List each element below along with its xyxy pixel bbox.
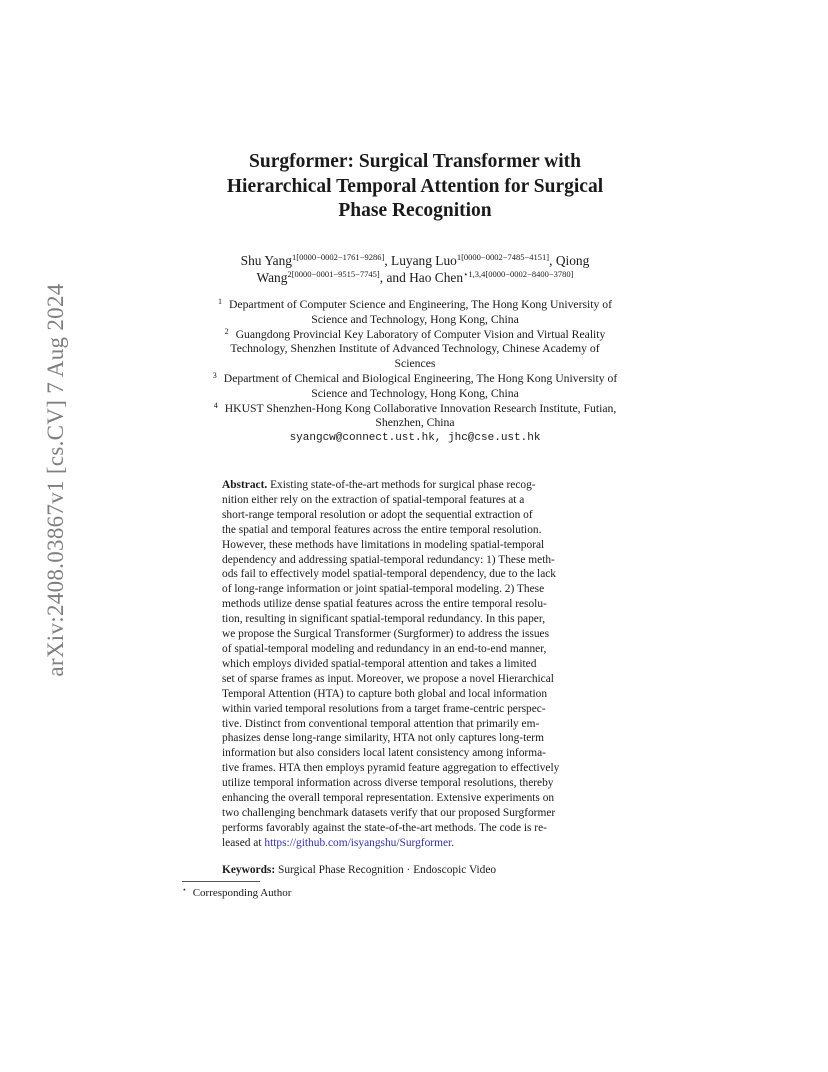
affiliation-number: 3	[212, 370, 217, 380]
abstract-line: phasizes dense long-range similarity, HTA not only captures long-term	[222, 732, 544, 745]
abstract-line: we propose the Surgical Transformer (Surgformer) to address the issues	[222, 628, 550, 641]
keywords	[222, 863, 496, 878]
author-orcid: 2[0000−0001−9515−7745]	[287, 269, 380, 279]
abstract-line: within varied temporal resolutions from a target frame-centric perspec-	[222, 702, 546, 715]
title-line: Hierarchical Temporal Attention for Surgical	[226, 175, 604, 197]
affiliation-line	[170, 372, 660, 387]
keywords-text: Surgical Phase Recognition · Endoscopic Video	[275, 864, 497, 876]
abstract-text: Existing state-of-the-art methods for surgical phase recog-	[267, 479, 536, 491]
abstract-line: which employs divided spatial-temporal attention and takes a limited	[222, 657, 537, 670]
author-separator: ,	[384, 253, 392, 268]
affiliation-number: 4	[213, 400, 218, 410]
abstract-line: nition either rely on the extraction of spatial-temporal features at a	[222, 493, 525, 506]
abstract-text: .	[451, 836, 455, 849]
affiliation-4	[170, 402, 660, 432]
abstract-line: performs favorably against the state-of-the-art methods. The code is re-	[222, 821, 547, 834]
affiliation-1	[170, 298, 660, 328]
abstract-line: two challenging benchmark datasets verify that our proposed Surgformer	[222, 806, 556, 819]
abstract-line: information but also considers local latent consistency among informa-	[222, 747, 546, 760]
abstract-line	[222, 836, 614, 851]
affiliation-text: Department of Chemical and Biological Engineering, The Hong Kong University of	[223, 371, 618, 385]
footnote	[182, 885, 291, 899]
affiliation-line: Sciences	[394, 357, 436, 371]
author-separator: , and	[379, 270, 410, 285]
abstract-label: Abstract.	[222, 479, 268, 491]
abstract-line: of spatial-temporal modeling and redundancy in an end-to-end manner,	[222, 642, 547, 655]
abstract-line: However, these methods have limitations in modeling spatial-temporal	[222, 538, 545, 551]
abstract-line: Temporal Attention (HTA) to capture both global and local information	[222, 687, 548, 700]
abstract-line: the spatial and temporal features across the entire temporal resolution.	[222, 523, 542, 536]
footnote-text: Corresponding Author	[192, 887, 292, 899]
abstract-line: short-range temporal resolution or adopt the sequential extraction of	[222, 508, 533, 521]
affiliation-text: Department of Computer Science and Engineering, The Hong Kong University of	[228, 298, 613, 311]
author-name: Luyang Luo	[391, 253, 457, 268]
affiliation-line: Science and Technology, Hong Kong, China	[311, 312, 519, 326]
abstract-line: tive frames. HTA then employs pyramid feature aggregation to effectively	[222, 762, 560, 775]
keywords-label: Keywords:	[222, 864, 276, 876]
author-orcid: 1[0000−0002−7485−4151]	[456, 252, 550, 262]
footnote-rule	[182, 881, 260, 882]
abstract-line: set of sparse frames as input. Moreover, we propose a novel Hierarchical	[222, 672, 554, 685]
author-name: Wang	[256, 270, 288, 285]
affiliation-line: Technology, Shenzhen Institute of Advanced Technology, Chinese Academy of	[230, 342, 600, 356]
author-emails[interactable]: syangcw@connect.ust.hk, jhc@cse.ust.hk	[289, 432, 541, 445]
author-line	[170, 269, 660, 286]
abstract-line: utilize temporal information across diverse temporal resolutions, thereby	[222, 777, 554, 790]
abstract-line: of long-range information or joint spatial-temporal modeling. 2) These	[222, 583, 545, 596]
abstract-line: methods utilize dense spatial features across the entire temporal resolu-	[222, 598, 547, 611]
abstract-line: enhancing the overall temporal representation. Extensive experiments on	[222, 792, 555, 805]
abstract-line: ods fail to effectively model spatial-temporal dependency, due to the lack	[222, 568, 557, 581]
abstract	[222, 478, 614, 851]
affiliation-list	[170, 298, 660, 446]
abstract-text: leased at	[222, 836, 265, 849]
author-orcid: 1[0000−0002−1761−9286]	[292, 252, 385, 262]
affiliation-3	[170, 372, 660, 402]
affiliation-number: 2	[224, 326, 229, 336]
affiliation-line: Shenzhen, China	[375, 416, 455, 430]
author-separator: , Qiong	[549, 253, 590, 268]
affiliation-number: 1	[217, 297, 222, 306]
author-name: Hao Chen	[409, 270, 464, 285]
author-orcid: ⋆1,3,4[0000−0002−8400−3780]	[463, 269, 574, 279]
paper-title	[160, 150, 670, 224]
affiliation-text: Guangdong Provincial Key Laboratory of Computer Vision and Virtual Reality	[235, 327, 606, 341]
affiliation-line	[170, 298, 660, 313]
abstract-line: dependency and addressing spatial-temporal redundancy: 1) These meth-	[222, 553, 555, 566]
footnote-mark: ⋆	[182, 885, 187, 894]
affiliation-text: HKUST Shenzhen-Hong Kong Collaborative Innovation Research Institute, Futian,	[224, 401, 617, 415]
title-line: Surgformer: Surgical Transformer with	[249, 151, 581, 172]
abstract-line	[222, 478, 614, 493]
affiliation-line	[170, 328, 660, 343]
abstract-line: tion, resulting in significant spatial-temporal redundancy. In this paper,	[222, 613, 546, 626]
author-line	[170, 252, 660, 269]
code-repository-link[interactable]: https://github.com/isyangshu/Surgformer	[264, 836, 452, 849]
author-name: Shu Yang	[240, 253, 293, 268]
affiliation-line: Science and Technology, Hong Kong, China	[311, 386, 519, 400]
affiliation-line	[170, 402, 660, 417]
abstract-line: tive. Distinct from conventional temporal attention that primarily em-	[222, 717, 540, 730]
author-list	[170, 252, 660, 286]
title-line: Phase Recognition	[338, 200, 492, 221]
affiliation-2	[170, 328, 660, 372]
arxiv-identifier: arXiv:2408.03867v1 [cs.CV] 7 Aug 2024	[43, 283, 68, 677]
